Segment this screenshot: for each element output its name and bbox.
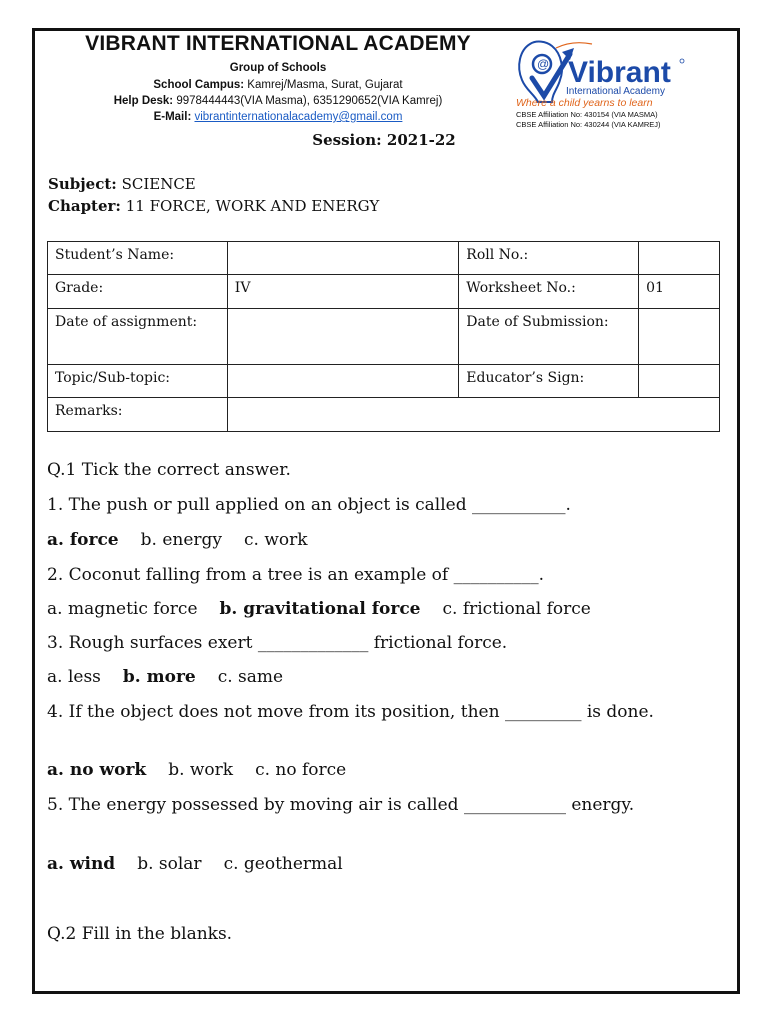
- chapter-label: Chapter:: [48, 197, 121, 215]
- helpdesk-label: Help Desk:: [113, 95, 174, 107]
- table-row: [48, 365, 720, 398]
- table-cell[interactable]: [227, 242, 459, 275]
- question-2-options: [47, 597, 613, 621]
- table-cell[interactable]: [639, 365, 720, 398]
- svg-text:@: @: [537, 57, 550, 71]
- table-cell: Worksheet No.:: [459, 275, 639, 309]
- table-cell[interactable]: [227, 398, 719, 432]
- table-cell: Remarks:: [48, 398, 228, 432]
- option[interactable]: c. frictional force: [442, 599, 591, 619]
- table-cell: Topic/Sub-topic:: [48, 365, 228, 398]
- option-correct[interactable]: a. force: [47, 530, 119, 550]
- chapter-value: 11 FORCE, WORK AND ENERGY: [120, 197, 380, 215]
- question-4-text: 4. If the object does not move from its position, then _________ is done.: [47, 702, 654, 722]
- table-row: [48, 242, 720, 275]
- session-title: Session: 2021-22: [312, 131, 456, 149]
- logo-subtitle: International Academy: [566, 86, 665, 97]
- email-label: E-Mail:: [153, 111, 192, 123]
- table-cell[interactable]: [227, 309, 459, 365]
- table-cell[interactable]: IV: [227, 275, 459, 309]
- table-cell: Date of assignment:: [48, 309, 228, 365]
- question-1-text: 1. The push or pull applied on an object is called ___________.: [47, 495, 571, 515]
- table-row: [48, 398, 720, 432]
- table-cell[interactable]: [639, 309, 720, 365]
- option[interactable]: c. same: [217, 667, 284, 687]
- option-correct[interactable]: a. no work: [47, 760, 147, 780]
- cbse-affiliation-kamrej: CBSE Affiliation No: 430244 (VIA KAMREJ): [516, 120, 661, 129]
- cbse-affiliation-masma: CBSE Affiliation No: 430154 (VIA MASMA): [516, 110, 658, 119]
- question-3-text: 3. Rough surfaces exert _____________ frictional force.: [47, 633, 508, 653]
- option[interactable]: a. less: [47, 667, 101, 687]
- option-correct[interactable]: b. gravitational force: [219, 599, 421, 619]
- chapter-line: [48, 197, 379, 215]
- subject-line: [48, 175, 196, 193]
- table-cell[interactable]: 01: [639, 275, 720, 309]
- table-cell: Grade:: [48, 275, 228, 309]
- option[interactable]: b. solar: [137, 854, 202, 874]
- group-line: Group of Schools: [229, 62, 327, 74]
- question-5-text: 5. The energy possessed by moving air is called ____________ energy.: [47, 795, 635, 815]
- option[interactable]: c. geothermal: [223, 854, 343, 874]
- question-3-options: [47, 665, 305, 689]
- campus-label: School Campus:: [153, 79, 245, 91]
- q2-heading: Q.2 Fill in the blanks.: [47, 924, 233, 944]
- table-row: [48, 309, 720, 365]
- email-link[interactable]: vibrantinternationalacademy@gmail.com: [194, 111, 403, 123]
- helpdesk-line: [48, 94, 508, 108]
- table-cell: Student’s Name:: [48, 242, 228, 275]
- q1-heading: Q.1 Tick the correct answer.: [47, 460, 291, 480]
- option[interactable]: c. work: [244, 530, 308, 550]
- option-correct[interactable]: b. more: [122, 667, 196, 687]
- option[interactable]: c. no force: [255, 760, 347, 780]
- campus-value: Kamrej/Masma, Surat, Gujarat: [244, 79, 403, 91]
- subject-label: Subject:: [48, 175, 117, 193]
- table-cell[interactable]: [639, 242, 720, 275]
- subject-value: SCIENCE: [116, 175, 196, 193]
- campus-line: [48, 78, 508, 92]
- table-cell[interactable]: [227, 365, 459, 398]
- table-cell: Date of Submission:: [459, 309, 639, 365]
- school-name: VIBRANT INTERNATIONAL ACADEMY: [85, 32, 471, 55]
- option[interactable]: b. energy: [140, 530, 223, 550]
- email-line: [48, 110, 508, 124]
- question-5-options: [47, 852, 365, 876]
- question-1-options: [47, 528, 330, 552]
- table-cell: Roll No.:: [459, 242, 639, 275]
- option[interactable]: a. magnetic force: [47, 599, 198, 619]
- table-row: [48, 275, 720, 309]
- question-4-options: [47, 758, 368, 782]
- logo-wordmark: Vibrant: [568, 56, 671, 89]
- option[interactable]: b. work: [168, 760, 234, 780]
- question-2-text: 2. Coconut falling from a tree is an example of __________.: [47, 565, 545, 585]
- table-cell: Educator’s Sign:: [459, 365, 639, 398]
- logo-tagline: Where a child yearns to learn: [516, 97, 653, 109]
- student-info-table: [47, 241, 720, 432]
- option-correct[interactable]: a. wind: [47, 854, 116, 874]
- helpdesk-value: 9978444443(VIA Masma), 6351290652(VIA Kamrej): [173, 95, 443, 107]
